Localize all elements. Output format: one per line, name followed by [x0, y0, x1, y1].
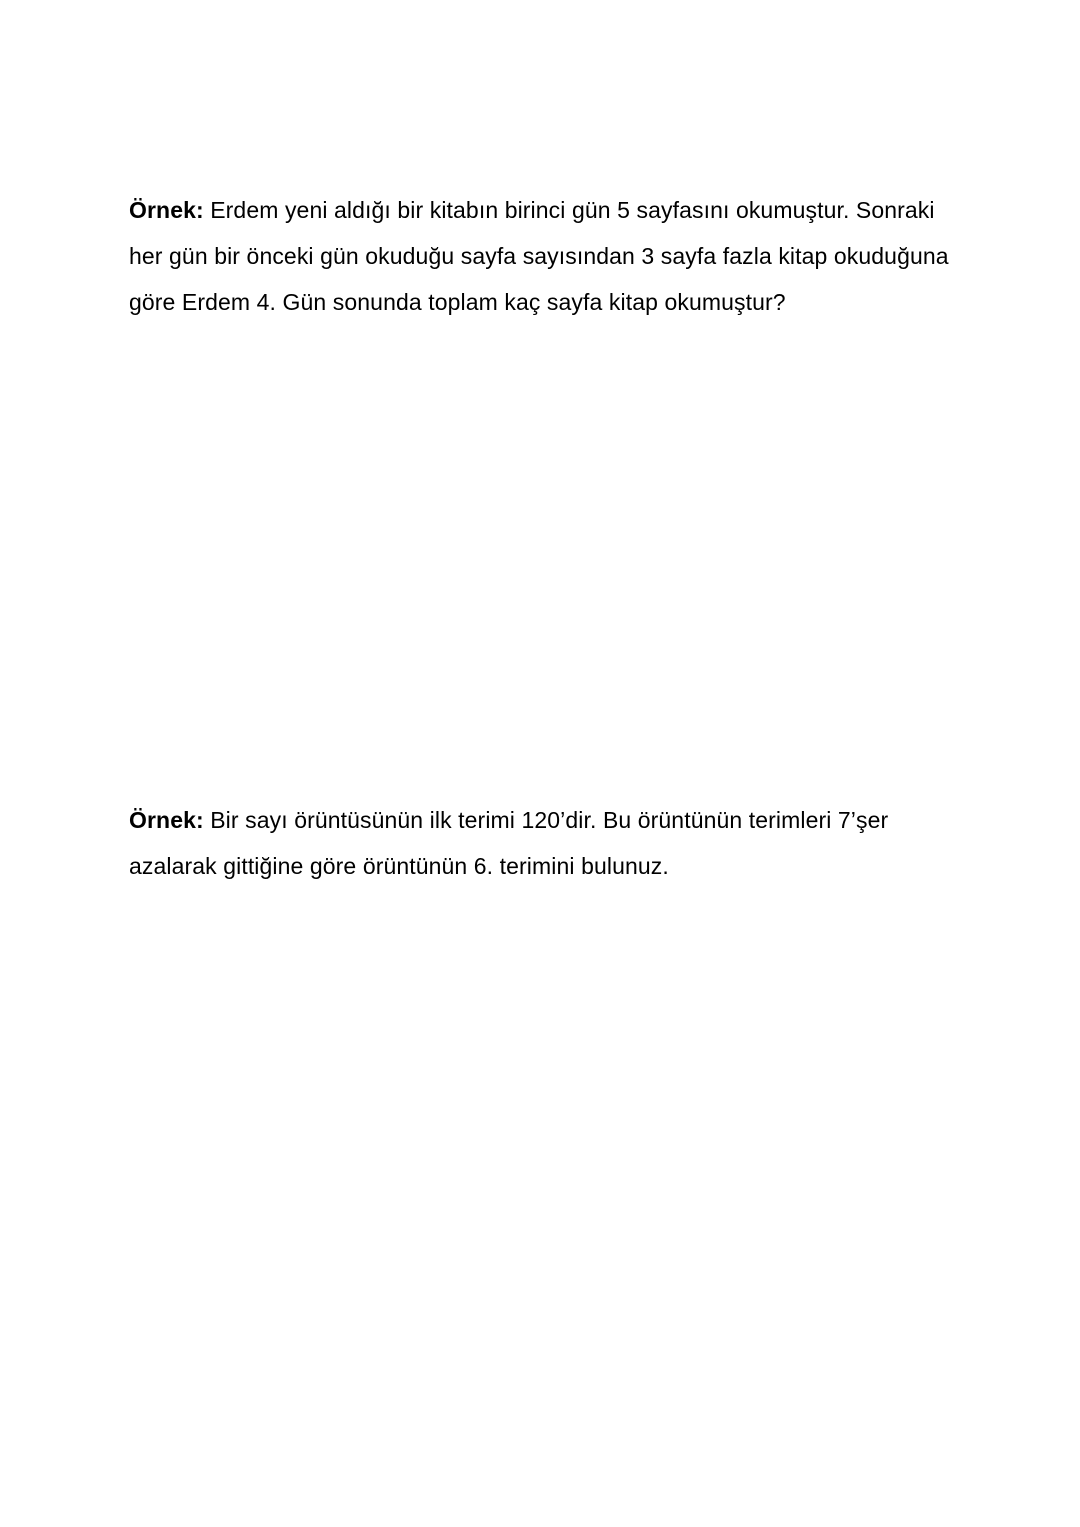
example-label: Örnek: — [129, 197, 204, 223]
example-2-line-1 — [129, 797, 969, 843]
example-text: Erdem yeni aldığı bir kitabın birinci gün 5 sayfasını okumuştur. Sonraki — [203, 197, 935, 223]
example-1-line-3: göre Erdem 4. Gün sonunda toplam kaç sayfa kitap okumuştur? — [129, 289, 786, 315]
example-label: Örnek: — [129, 807, 204, 833]
example-text: Bir sayı örüntüsünün ilk terimi 120’dir. Bu örüntünün terimleri 7’şer — [203, 807, 889, 833]
example-question-2 — [129, 797, 969, 889]
example-question-1 — [129, 187, 969, 325]
example-2-line-2: azalarak gittiğine göre örüntünün 6. terimini bulunuz. — [129, 853, 669, 879]
example-1-line-2: her gün bir önceki gün okuduğu sayfa sayısından 3 sayfa fazla kitap okuduğuna — [129, 243, 949, 269]
example-1-line-1 — [129, 187, 969, 233]
